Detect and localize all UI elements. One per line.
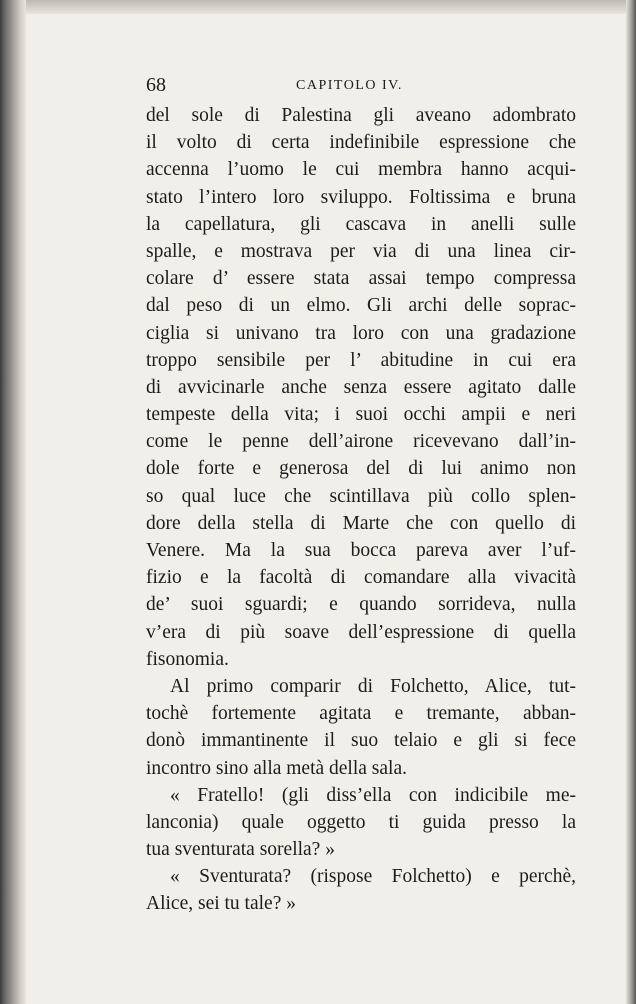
text-line: troppo sensibile per l’ abitudine in cui era (146, 349, 576, 371)
text-line: tempeste della vita; i suoi occhi ampii e neri (146, 404, 576, 426)
chapter-heading: CAPITOLO IV. (296, 78, 403, 93)
text-line: come le penne dell’airone ricevevano dall’in- (146, 431, 576, 453)
text-line: lanconia) quale oggetto ti guida presso la (146, 811, 576, 833)
text-line: stato l’intero loro sviluppo. Foltissima e bruna (146, 186, 576, 208)
text-line: ciglia si univano tra loro con una gradazione (146, 322, 576, 344)
text-line: dole forte e generosa del di lui animo non (146, 458, 576, 480)
text-line: spalle, e mostrava per via di una linea cir- (146, 240, 576, 262)
text-line: v’era di più soave dell’espressione di quella (146, 621, 576, 643)
text-line: Venere. Ma la sua bocca pareva aver l’uf- (146, 540, 576, 561)
text-line: colare d’ essere stata assai tempo compressa (146, 268, 576, 290)
text-line: di avvicinarle anche senza essere agitato dalle (146, 376, 576, 398)
text-line: tua sventurata sorella? » (146, 839, 335, 861)
text-line: Alice, sei tu tale? » (146, 893, 296, 915)
text-line: la capellatura, gli cascava in anelli sulle (146, 213, 576, 235)
book-binding-shadow (0, 0, 26, 1004)
text-line: « Sventurata? (rispose Folchetto) e perchè, (170, 866, 576, 888)
text-line: fizio e la facoltà di comandare alla vivacità (146, 567, 576, 589)
text-line: « Fratello! (gli diss’ella con indicibile me- (170, 784, 576, 806)
text-line: il volto di certa indefinibile espressione che (146, 132, 576, 154)
text-line: accenna l’uomo le cui membra hanno acqui- (146, 159, 576, 181)
text-line: donò immantinente il suo telaio e gli si fece (146, 730, 576, 752)
text-line: dore della stella di Marte che con quello di (146, 512, 576, 534)
running-head (146, 70, 576, 100)
page-content (146, 70, 576, 918)
page-top-edge (0, 0, 636, 14)
text-line: tochè fortemente agitata e tremante, abban- (146, 703, 576, 725)
page-right-edge (626, 0, 636, 1004)
text-line: de’ suoi sguardi; e quando sorrideva, nulla (146, 594, 576, 616)
body-text (146, 102, 576, 918)
text-line: fisonomia. (146, 648, 229, 670)
text-line: Al primo comparir di Folchetto, Alice, tut- (170, 675, 576, 697)
text-line: del sole di Palestina gli aveano adombrato (146, 105, 576, 126)
page-number: 68 (146, 74, 166, 96)
text-line: incontro sino alla metà della sala. (146, 757, 407, 779)
text-line: so qual luce che scintillava più collo splen- (146, 485, 576, 507)
text-line: dal peso di un elmo. Gli archi delle soprac- (146, 295, 576, 317)
